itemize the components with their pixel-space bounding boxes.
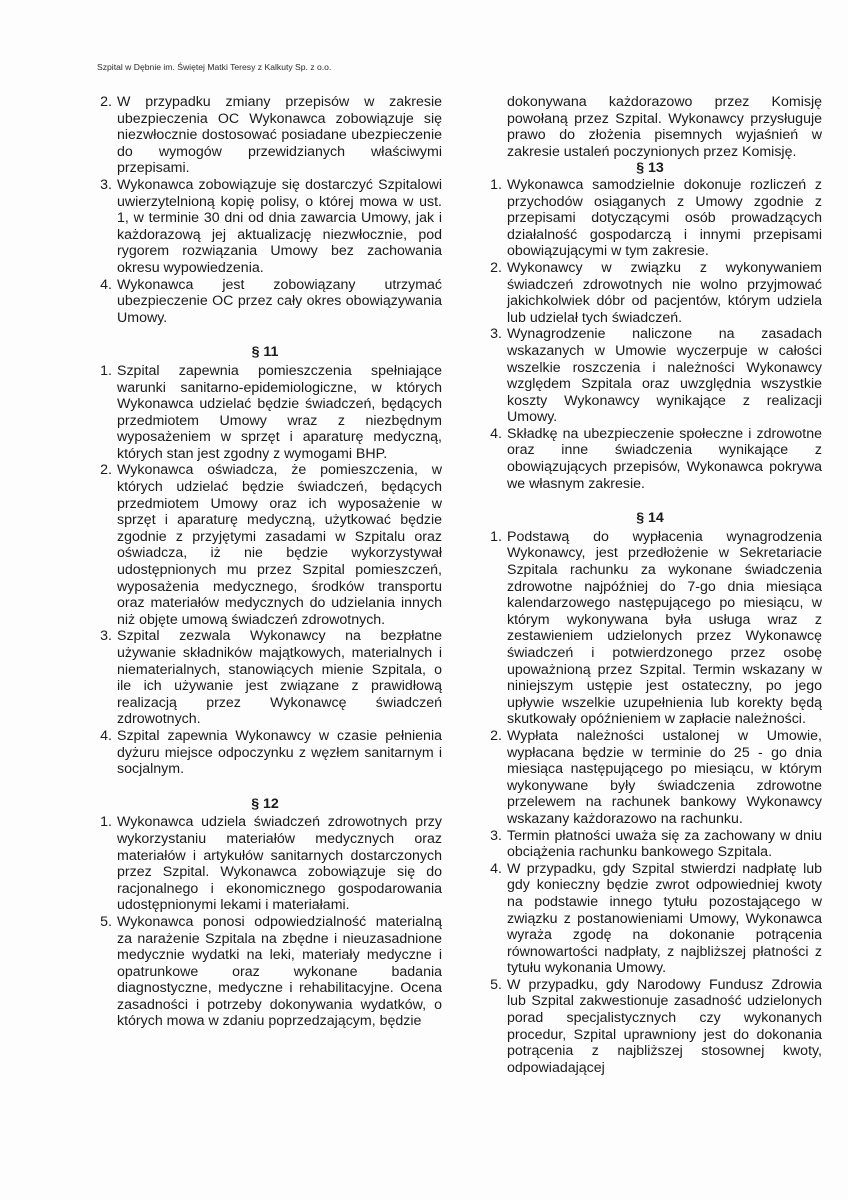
- list-item: [88, 177, 442, 277]
- left-column: [88, 94, 442, 1030]
- item-text: W przypadku zmiany przepisów w zakresie ubezpieczenia OC Wykonawca zobowiązuje się niezwłocznie dostosować posiadane ubezpieczenie do wymogów przewidzianych właściwymi przepisami.: [117, 94, 442, 177]
- item-text: Wykonawca jest zobowiązany utrzymać ubezpieczenie OC przez cały okres obowiązywania Umowy.: [117, 276, 442, 326]
- item-text: Wykonawca udziela świadczeń zdrowotnych przy wykorzystaniu materiałów medycznych oraz materiałów i artykułów sanitarnych dostarczonych przez Szpital. Wykonawca zobowiązuje się do racjonalnego i ekonomicznego gospodarowania udostępnionymi lekami i materiałami.: [117, 814, 442, 914]
- list-item: [478, 977, 822, 1077]
- list-item: [478, 260, 822, 326]
- list-item: [88, 814, 442, 914]
- item-number: 4.: [490, 860, 502, 877]
- list-item: [478, 828, 822, 861]
- continued-paragraph: dokonywana każdorazowo przez Komisję powołaną przez Szpital. Wykonawcy przysługuje prawo do złożenia pisemnych wyjaśnień w zakresie ustaleń poczynionych przez Komisję.: [507, 94, 822, 160]
- item-number: 2.: [100, 94, 112, 110]
- item-text: Wynagrodzenie naliczone na zasadach wskazanych w Umowie wyczerpuje w całości wszelkie roszczenia i należności Wykonawcy względem Szpitala oraz uwzględnia wszystkie koszty Wykonawcy wynikające z realizacji Umowy.: [507, 326, 822, 426]
- section-heading-13: § 13: [636, 160, 664, 177]
- list-item: [478, 728, 822, 828]
- item-text: Szpital zapewnia pomieszczenia spełniające warunki sanitarno-epidemiologiczne, w których Wykonawca udzielać będzie świadczeń, będących przedmiotem Umowy wraz z niezbędnym wyposażeniem w sprzęt i aparaturę medyczną, których stan jest zgodny z wymogami BHP.: [117, 362, 442, 462]
- list-item: [88, 728, 442, 778]
- list-item: [88, 94, 442, 177]
- list-item: [478, 426, 822, 492]
- list-item: [478, 177, 822, 260]
- section-heading-14: § 14: [636, 510, 664, 527]
- item-number: 5.: [490, 976, 502, 993]
- item-number: 5.: [100, 913, 112, 930]
- list-item: [88, 277, 442, 327]
- item-text: Wypłata należności ustalonej w Umowie, wypłacana będzie w terminie do 25 - go dnia miesiąca następującego po miesiącu, w którym wykonywane były świadczenia zdrowotne przelewem na rachunek bankowy Wykonawcy wskazany każdorazowo na rachunku.: [507, 727, 822, 827]
- item-number: 1.: [100, 814, 112, 831]
- right-column: [478, 94, 822, 1076]
- item-number: 2.: [490, 727, 502, 744]
- section-heading-12: § 12: [251, 795, 279, 812]
- section-14-list: [478, 529, 822, 1077]
- intro-list: [88, 94, 442, 326]
- item-number: 4.: [100, 276, 112, 293]
- item-number: 3.: [490, 326, 502, 343]
- item-number: 1.: [100, 362, 112, 379]
- item-number: 3.: [100, 628, 112, 645]
- item-text: Wykonawca samodzielnie dokonuje rozliczeń z przychodów osiąganych z Umowy zgodnie z przepisami dotyczącymi osób prowadzących działalność gospodarczą i innymi przepisami obowiązującymi w tym zakresie.: [507, 176, 822, 260]
- item-text: Wykonawca zobowiązuje się dostarczyć Szpitalowi uwierzytelnioną kopię polisy, o której mowa w ust. 1, w terminie 30 dni od dnia zawarcia Umowy, jak i każdorazową jej aktualizację niezwłocznie, pod rygorem rozwiązania Umowy bez zachowania okresu wypowiedzenia.: [117, 176, 442, 276]
- item-number: 1.: [490, 528, 502, 545]
- list-item: [478, 861, 822, 977]
- item-number: 1.: [490, 176, 502, 193]
- item-text: W przypadku, gdy Szpital stwierdzi nadpłatę lub gdy konieczny będzie zwrot odpowiedniej kwoty na podstawie innego tytułu pozostającego w związku z postanowieniami Umowy, Wykonawca wyraża zgodę na dokonanie potrącenia równowartości nadpłaty, z najbliższej płatności z tytułu wykonania Umowy.: [507, 860, 822, 977]
- item-number: 3.: [100, 176, 112, 193]
- item-text: Wykonawca oświadcza, że pomieszczenia, w których udzielać będzie świadczeń, będących przedmiotem Umowy oraz ich wyposażenie w sprzęt i aparaturę medyczną, użytkować będzie zgodnie z przyjętymi zasadami w Szpitalu oraz oświadcza, iż nie będzie wykorzystywał udostępnionych mu przez Szpital pomieszczeń, wyposażenia medycznego, środków transportu oraz materiałów medycznych do udzielania innych niż objęte umową świadczeń zdrowotnych.: [117, 462, 442, 628]
- item-number: 3.: [490, 827, 502, 844]
- section-heading-11: § 11: [251, 344, 279, 361]
- list-item: [88, 363, 442, 463]
- list-item: [88, 914, 442, 1030]
- item-text: W przypadku, gdy Narodowy Fundusz Zdrowia lub Szpital zakwestionuje zasadność udzielonych porad specjalistycznych czy wykonanych procedur, Szpital uprawniony jest do dokonania potrącenia z najbliższej stosownej kwoty, odpowiadającej: [507, 976, 822, 1076]
- item-text: Szpital zapewnia Wykonawcy w czasie pełnienia dyżuru miejsce odpoczynku z węzłem sanitarnym i socjalnym.: [117, 727, 442, 778]
- item-number: 4.: [100, 727, 112, 744]
- list-item: [478, 326, 822, 426]
- page-header: Szpital w Dębnie im. Świętej Matki Teresy z Kalkuty Sp. z o.o.: [97, 62, 332, 72]
- list-item: [88, 462, 442, 628]
- item-text: Wykonawca ponosi odpowiedzialność materialną za narażenie Szpitala na zbędne i nieuzasadnione medycznie wydatki na leki, materiały medyczne i opatrunkowe oraz wykonane badania diagnostyczne, medyczne i rehabilitacyjne. Ocena zasadności i potrzeby dokonywania wydatków, o których mowa w zdaniu poprzedzającym, będzie: [117, 913, 442, 1030]
- section-13-list: [478, 177, 822, 492]
- section-11-list: [88, 363, 442, 778]
- item-text: Termin płatności uważa się za zachowany w dniu obciążenia rachunku bankowego Szpitala.: [507, 827, 822, 861]
- item-number: 2.: [100, 462, 112, 479]
- item-text: Wykonawcy w związku z wykonywaniem świadczeń zdrowotnych nie wolno przyjmować jakichkolwiek dóbr od pacjentów, którym udziela lub udzielał tych świadczeń.: [507, 259, 822, 326]
- item-text: Składkę na ubezpieczenie społeczne i zdrowotne oraz inne świadczenia wynikające z obowiązujących przepisów, Wykonawca pokrywa we własnym zakresie.: [507, 425, 822, 492]
- item-number: 2.: [490, 259, 502, 276]
- section-12-list: [88, 814, 442, 1030]
- item-number: 4.: [490, 425, 502, 442]
- list-item: [478, 529, 822, 728]
- item-text: Szpital zezwala Wykonawcy na bezpłatne używanie składników majątkowych, materialnych i niematerialnych, stanowiących mienie Szpitala, o ile ich używanie jest związane z prawidłową realizacją przez Wykonawcę świadczeń zdrowotnych.: [117, 628, 442, 728]
- list-item: [88, 628, 442, 728]
- item-text: Podstawą do wypłacenia wynagrodzenia Wykonawcy, jest przedłożenie w Sekretariacie Szpitala rachunku za wykonane świadczenia zdrowotne najpóźniej do 7-go dnia miesiąca kalendarzowego następującego po miesiącu, w którym wykonywana była usługa wraz z zestawieniem udzielonych przez Wykonawcę świadczeń i potwierdzonego przez osobę upoważnioną przez Szpital. Termin wskazany w niniejszym ustępie jest ostateczny, po jego upływie wszelkie uzupełnienia lub korekty będą skutkowały opóźnieniem w zapłacie należności.: [507, 528, 822, 728]
